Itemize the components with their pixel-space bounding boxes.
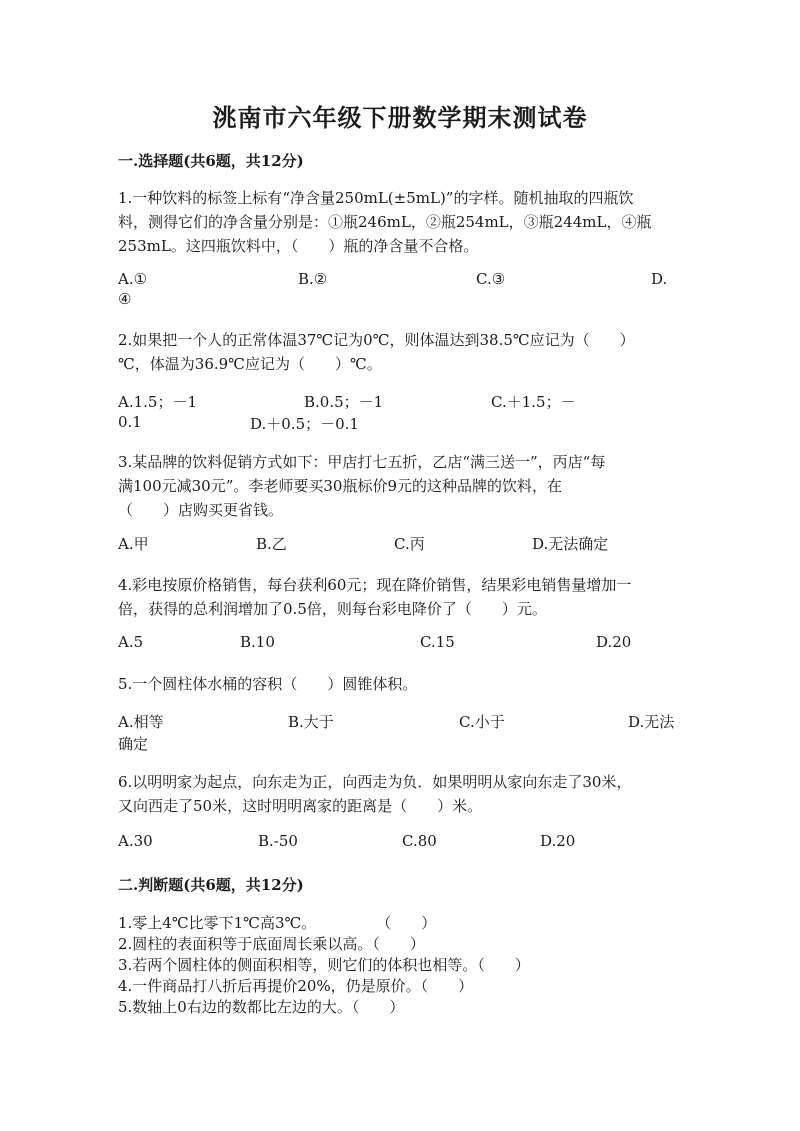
question-line: 253mL。这四瓶饮料中，（ ）瓶的净含量不合格。 xyxy=(118,237,479,255)
question-1-options xyxy=(118,270,684,318)
question-line: 6.以明明家为起点，向东走为正，向西走为负．如果明明从家向东走了30米， xyxy=(118,773,632,791)
option-d[interactable]: D. xyxy=(651,270,668,288)
option-a[interactable]: A.① xyxy=(118,270,148,288)
page-title: 洮南市六年级下册数学期末测试卷 xyxy=(212,103,588,132)
option-b[interactable]: B.大于 xyxy=(288,713,334,731)
option-d[interactable]: D.＋0.5；－0.1 xyxy=(250,415,359,433)
option-b[interactable]: B.② xyxy=(298,270,328,288)
judgment-item-1: 1.零上4℃比零下1℃高3℃。 （ ） xyxy=(118,914,437,932)
option-b[interactable]: B.-50 xyxy=(258,832,298,850)
option-c[interactable]: C.15 xyxy=(420,633,455,651)
question-3 xyxy=(118,450,684,522)
option-d[interactable]: D.无法 xyxy=(628,713,675,731)
option-d[interactable]: D.20 xyxy=(596,633,632,651)
option-d-continued: ④ xyxy=(118,290,132,308)
option-b[interactable]: B.10 xyxy=(240,633,275,651)
question-4 xyxy=(118,573,684,621)
option-c[interactable]: C.③ xyxy=(476,270,506,288)
option-c-continued: 0.1 xyxy=(118,413,142,431)
question-6 xyxy=(118,770,684,818)
judgment-item-5: 5.数轴上0右边的数都比左边的大。（ ） xyxy=(118,998,405,1016)
question-line: 3.某品牌的饮料促销方式如下：甲店打七五折，乙店“满三送一”，丙店“每 xyxy=(118,453,606,471)
option-a[interactable]: A.1.5；－1 xyxy=(118,393,197,411)
question-2-options xyxy=(118,391,684,439)
question-line: 4.彩电按原价格销售，每台获利60元；现在降价销售，结果彩电销售量增加一 xyxy=(118,576,632,594)
question-line: 料，测得它们的净含量分别是：①瓶246mL，②瓶254mL，③瓶244mL，④瓶 xyxy=(118,213,652,231)
judgment-item-2: 2.圆柱的表面积等于底面周长乘以高。（ ） xyxy=(118,935,425,953)
question-line: 又向西走了50米，这时明明离家的距离是（ ）米。 xyxy=(118,797,483,815)
option-a[interactable]: A.30 xyxy=(118,832,153,850)
question-6-options xyxy=(118,832,684,880)
question-5-options xyxy=(118,711,684,759)
option-c[interactable]: C.80 xyxy=(402,832,437,850)
question-line: ℃，体温为36.9℃应记为（ ）℃。 xyxy=(118,355,382,373)
option-c[interactable]: C.小于 xyxy=(459,713,505,731)
question-1 xyxy=(118,186,684,258)
judgment-item-4: 4.一件商品打八折后再提价20%，仍是原价。（ ） xyxy=(118,977,474,995)
option-d[interactable]: D.无法确定 xyxy=(532,535,609,553)
option-b[interactable]: B.0.5；－1 xyxy=(304,393,384,411)
question-line: 2.如果把一个人的正常体温37℃记为0℃，则体温达到38.5℃应记为（ ） xyxy=(118,331,635,349)
section-heading-judgment: 二.判断题(共6题，共12分) xyxy=(118,876,304,894)
judgment-item-3: 3.若两个圆柱体的侧面积相等，则它们的体积也相等。（ ） xyxy=(118,956,530,974)
question-line: 1.一种饮料的标签上标有“净含量250mL(±5mL)”的字样。随机抽取的四瓶饮 xyxy=(118,189,634,207)
option-d[interactable]: D.20 xyxy=(540,832,576,850)
section-heading-choice: 一.选择题(共6题，共12分) xyxy=(118,152,304,170)
option-a[interactable]: A.5 xyxy=(118,633,144,651)
question-line: 5.一个圆柱体水桶的容积（ ）圆锥体积。 xyxy=(118,675,418,693)
question-line: 满100元减30元”。李老师要买30瓶标价9元的这种品牌的饮料，在 xyxy=(118,477,563,495)
question-line: （ ）店购买更省钱。 xyxy=(118,501,284,519)
option-b[interactable]: B.乙 xyxy=(256,535,287,553)
option-c[interactable]: C.丙 xyxy=(394,535,425,553)
option-a[interactable]: A.相等 xyxy=(118,713,164,731)
option-c[interactable]: C.＋1.5；－ xyxy=(491,393,576,411)
option-a[interactable]: A.甲 xyxy=(118,535,149,553)
question-5 xyxy=(118,672,684,696)
option-d-continued: 确定 xyxy=(118,735,149,753)
question-line: 倍，获得的总利润增加了0.5倍，则每台彩电降价了（ ）元。 xyxy=(118,600,547,618)
question-2 xyxy=(118,328,684,376)
